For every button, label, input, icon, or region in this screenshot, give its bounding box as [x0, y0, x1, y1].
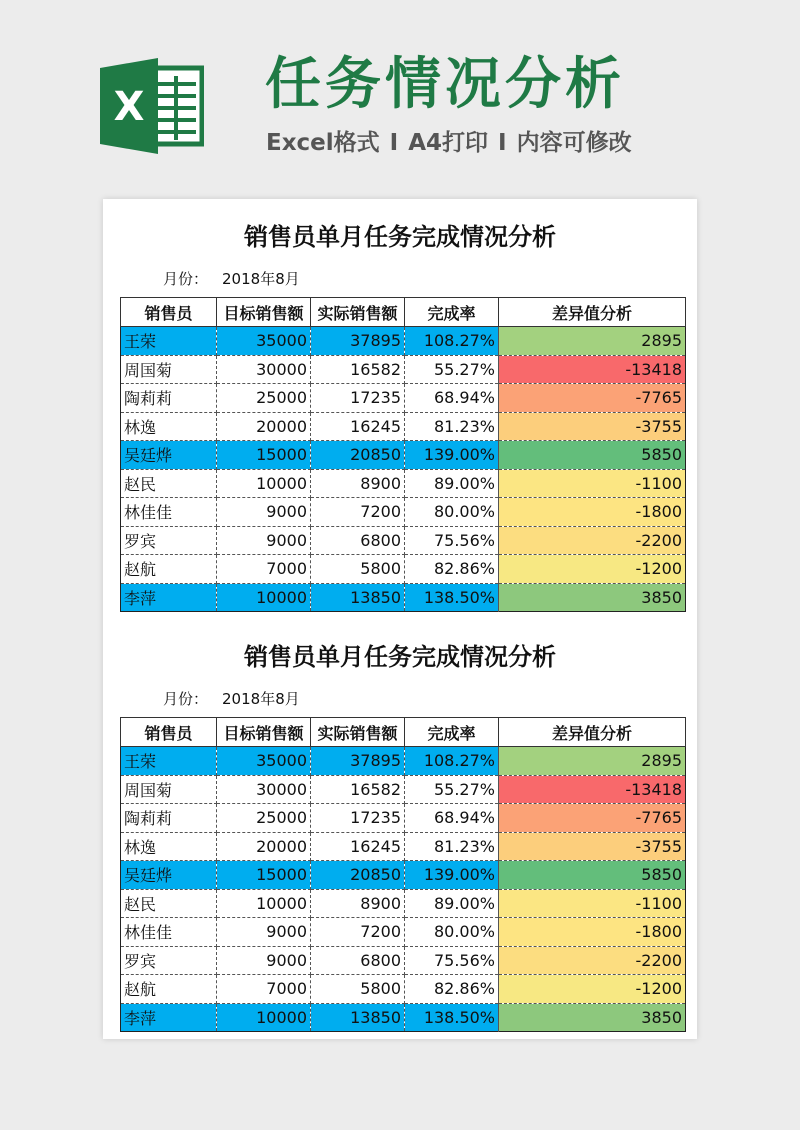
table-row: [121, 861, 686, 890]
cell-salesperson[interactable]: 陶莉莉: [121, 804, 217, 833]
cell-rate[interactable]: 82.86%: [405, 975, 499, 1004]
table-row: [121, 498, 686, 527]
cell-actual[interactable]: 16245: [311, 412, 405, 441]
month-value: 2018年8月: [222, 270, 300, 288]
table-row: [121, 469, 686, 498]
cell-actual[interactable]: 7200: [311, 498, 405, 527]
cell-rate[interactable]: 68.94%: [405, 804, 499, 833]
cell-target[interactable]: 7000: [217, 975, 311, 1004]
cell-salesperson[interactable]: 周国菊: [121, 355, 217, 384]
table-row: [121, 441, 686, 470]
document-page: [103, 199, 697, 1039]
cell-salesperson[interactable]: 林逸: [121, 412, 217, 441]
cell-diff[interactable]: -1800: [499, 498, 686, 527]
sheet-title: 销售员单月任务完成情况分析: [244, 643, 556, 671]
cell-target[interactable]: 9000: [217, 946, 311, 975]
cell-diff[interactable]: -1200: [499, 975, 686, 1004]
cell-target[interactable]: 10000: [217, 1003, 311, 1032]
cell-actual[interactable]: 17235: [311, 804, 405, 833]
cell-actual[interactable]: 7200: [311, 918, 405, 947]
cell-diff[interactable]: 3850: [499, 1003, 686, 1032]
cell-target[interactable]: 10000: [217, 583, 311, 612]
header-salesperson: 销售员: [121, 298, 217, 327]
month-label: 月份：: [163, 690, 209, 708]
table-row: [121, 747, 686, 776]
subtitle-separator: I: [498, 130, 507, 156]
cell-diff[interactable]: -1800: [499, 918, 686, 947]
month-row: [163, 689, 300, 709]
page-subtitle: [266, 126, 632, 160]
cell-target[interactable]: 20000: [217, 412, 311, 441]
header-diff: 差异值分析: [499, 718, 686, 747]
cell-diff[interactable]: -2200: [499, 526, 686, 555]
table-row: [121, 583, 686, 612]
cell-rate[interactable]: 80.00%: [405, 918, 499, 947]
cell-rate[interactable]: 68.94%: [405, 384, 499, 413]
header-diff: 差异值分析: [499, 298, 686, 327]
sales-table: [120, 297, 686, 612]
cell-actual[interactable]: 16582: [311, 775, 405, 804]
cell-target[interactable]: 15000: [217, 861, 311, 890]
cell-salesperson[interactable]: 赵民: [121, 469, 217, 498]
cell-rate[interactable]: 81.23%: [405, 412, 499, 441]
cell-target[interactable]: 25000: [217, 804, 311, 833]
cell-target[interactable]: 35000: [217, 747, 311, 776]
table-header-row: [121, 718, 686, 747]
cell-salesperson[interactable]: 王荣: [121, 747, 217, 776]
cell-rate[interactable]: 89.00%: [405, 889, 499, 918]
header: [0, 0, 800, 190]
cell-diff[interactable]: -7765: [499, 384, 686, 413]
cell-salesperson[interactable]: 赵航: [121, 975, 217, 1004]
cell-rate[interactable]: 55.27%: [405, 775, 499, 804]
cell-salesperson[interactable]: 李萍: [121, 583, 217, 612]
cell-target[interactable]: 35000: [217, 327, 311, 356]
cell-salesperson[interactable]: 林佳佳: [121, 498, 217, 527]
cell-target[interactable]: 9000: [217, 526, 311, 555]
subtitle-separator: I: [389, 130, 399, 156]
cell-rate[interactable]: 80.00%: [405, 498, 499, 527]
sales-table: [120, 717, 686, 1032]
cell-actual[interactable]: 5800: [311, 975, 405, 1004]
cell-diff[interactable]: -13418: [499, 775, 686, 804]
cell-diff[interactable]: 5850: [499, 861, 686, 890]
cell-salesperson[interactable]: 赵民: [121, 889, 217, 918]
table-row: [121, 355, 686, 384]
cell-actual[interactable]: 8900: [311, 889, 405, 918]
cell-diff[interactable]: -2200: [499, 946, 686, 975]
cell-diff[interactable]: -13418: [499, 355, 686, 384]
cell-actual[interactable]: 17235: [311, 384, 405, 413]
cell-salesperson[interactable]: 李萍: [121, 1003, 217, 1032]
header-actual: 实际销售额: [311, 718, 405, 747]
table-row: [121, 384, 686, 413]
cell-target[interactable]: 25000: [217, 384, 311, 413]
cell-diff[interactable]: -3755: [499, 412, 686, 441]
table-row: [121, 804, 686, 833]
cell-rate[interactable]: 89.00%: [405, 469, 499, 498]
header-salesperson: 销售员: [121, 718, 217, 747]
table-row: [121, 412, 686, 441]
cell-actual[interactable]: 20850: [311, 441, 405, 470]
cell-target[interactable]: 15000: [217, 441, 311, 470]
cell-diff[interactable]: 5850: [499, 441, 686, 470]
cell-salesperson[interactable]: 陶莉莉: [121, 384, 217, 413]
cell-actual[interactable]: 37895: [311, 747, 405, 776]
cell-rate[interactable]: 139.00%: [405, 861, 499, 890]
cell-rate[interactable]: 108.27%: [405, 327, 499, 356]
cell-salesperson[interactable]: 林佳佳: [121, 918, 217, 947]
cell-salesperson[interactable]: 王荣: [121, 327, 217, 356]
cell-diff[interactable]: 3850: [499, 583, 686, 612]
cell-target[interactable]: 10000: [217, 889, 311, 918]
cell-rate[interactable]: 139.00%: [405, 441, 499, 470]
cell-rate[interactable]: 108.27%: [405, 747, 499, 776]
table-row: [121, 526, 686, 555]
table-row: [121, 555, 686, 584]
cell-actual[interactable]: 13850: [311, 1003, 405, 1032]
header-target: 目标销售额: [217, 718, 311, 747]
cell-actual[interactable]: 37895: [311, 327, 405, 356]
table-row: [121, 946, 686, 975]
header-rate: 完成率: [405, 718, 499, 747]
svg-text:X: X: [113, 84, 145, 130]
cell-rate[interactable]: 82.86%: [405, 555, 499, 584]
cell-actual[interactable]: 6800: [311, 526, 405, 555]
table-row: [121, 327, 686, 356]
cell-rate[interactable]: 138.50%: [405, 1003, 499, 1032]
header-actual: 实际销售额: [311, 298, 405, 327]
month-value: 2018年8月: [222, 690, 300, 708]
header-rate: 完成率: [405, 298, 499, 327]
cell-actual[interactable]: 16245: [311, 832, 405, 861]
cell-salesperson[interactable]: 罗宾: [121, 526, 217, 555]
table-row: [121, 975, 686, 1004]
cell-actual[interactable]: 20850: [311, 861, 405, 890]
cell-diff[interactable]: -3755: [499, 832, 686, 861]
cell-actual[interactable]: 5800: [311, 555, 405, 584]
cell-rate[interactable]: 75.56%: [405, 526, 499, 555]
month-row: [163, 269, 300, 289]
cell-diff[interactable]: -1200: [499, 555, 686, 584]
page-title: 任务情况分析: [265, 52, 625, 117]
cell-target[interactable]: 30000: [217, 355, 311, 384]
table-row: [121, 918, 686, 947]
cell-actual[interactable]: 13850: [311, 583, 405, 612]
cell-diff[interactable]: 2895: [499, 747, 686, 776]
cell-actual[interactable]: 6800: [311, 946, 405, 975]
table-row: [121, 889, 686, 918]
subtitle-editable: 内容可修改: [516, 130, 632, 156]
cell-salesperson[interactable]: 吴廷烨: [121, 861, 217, 890]
header-target: 目标销售额: [217, 298, 311, 327]
cell-salesperson[interactable]: 吴廷烨: [121, 441, 217, 470]
cell-actual[interactable]: 8900: [311, 469, 405, 498]
subtitle-format: Excel格式: [266, 130, 380, 156]
cell-diff[interactable]: -1100: [499, 469, 686, 498]
table-row: [121, 1003, 686, 1032]
table-row: [121, 832, 686, 861]
cell-target[interactable]: 30000: [217, 775, 311, 804]
subtitle-print: A4打印: [408, 130, 489, 156]
cell-diff[interactable]: -1100: [499, 889, 686, 918]
cell-diff[interactable]: -7765: [499, 804, 686, 833]
cell-salesperson[interactable]: 赵航: [121, 555, 217, 584]
table-row: [121, 775, 686, 804]
table-header-row: [121, 298, 686, 327]
cell-target[interactable]: 10000: [217, 469, 311, 498]
cell-target[interactable]: 9000: [217, 498, 311, 527]
cell-salesperson[interactable]: 周国菊: [121, 775, 217, 804]
cell-target[interactable]: 7000: [217, 555, 311, 584]
excel-logo-icon: [100, 58, 204, 154]
cell-rate[interactable]: 81.23%: [405, 832, 499, 861]
cell-target[interactable]: 9000: [217, 918, 311, 947]
cell-target[interactable]: 20000: [217, 832, 311, 861]
cell-actual[interactable]: 16582: [311, 355, 405, 384]
sheet-title: 销售员单月任务完成情况分析: [244, 223, 556, 251]
cell-salesperson[interactable]: 林逸: [121, 832, 217, 861]
cell-rate[interactable]: 138.50%: [405, 583, 499, 612]
month-label: 月份：: [163, 270, 209, 288]
cell-diff[interactable]: 2895: [499, 327, 686, 356]
cell-rate[interactable]: 75.56%: [405, 946, 499, 975]
cell-salesperson[interactable]: 罗宾: [121, 946, 217, 975]
cell-rate[interactable]: 55.27%: [405, 355, 499, 384]
